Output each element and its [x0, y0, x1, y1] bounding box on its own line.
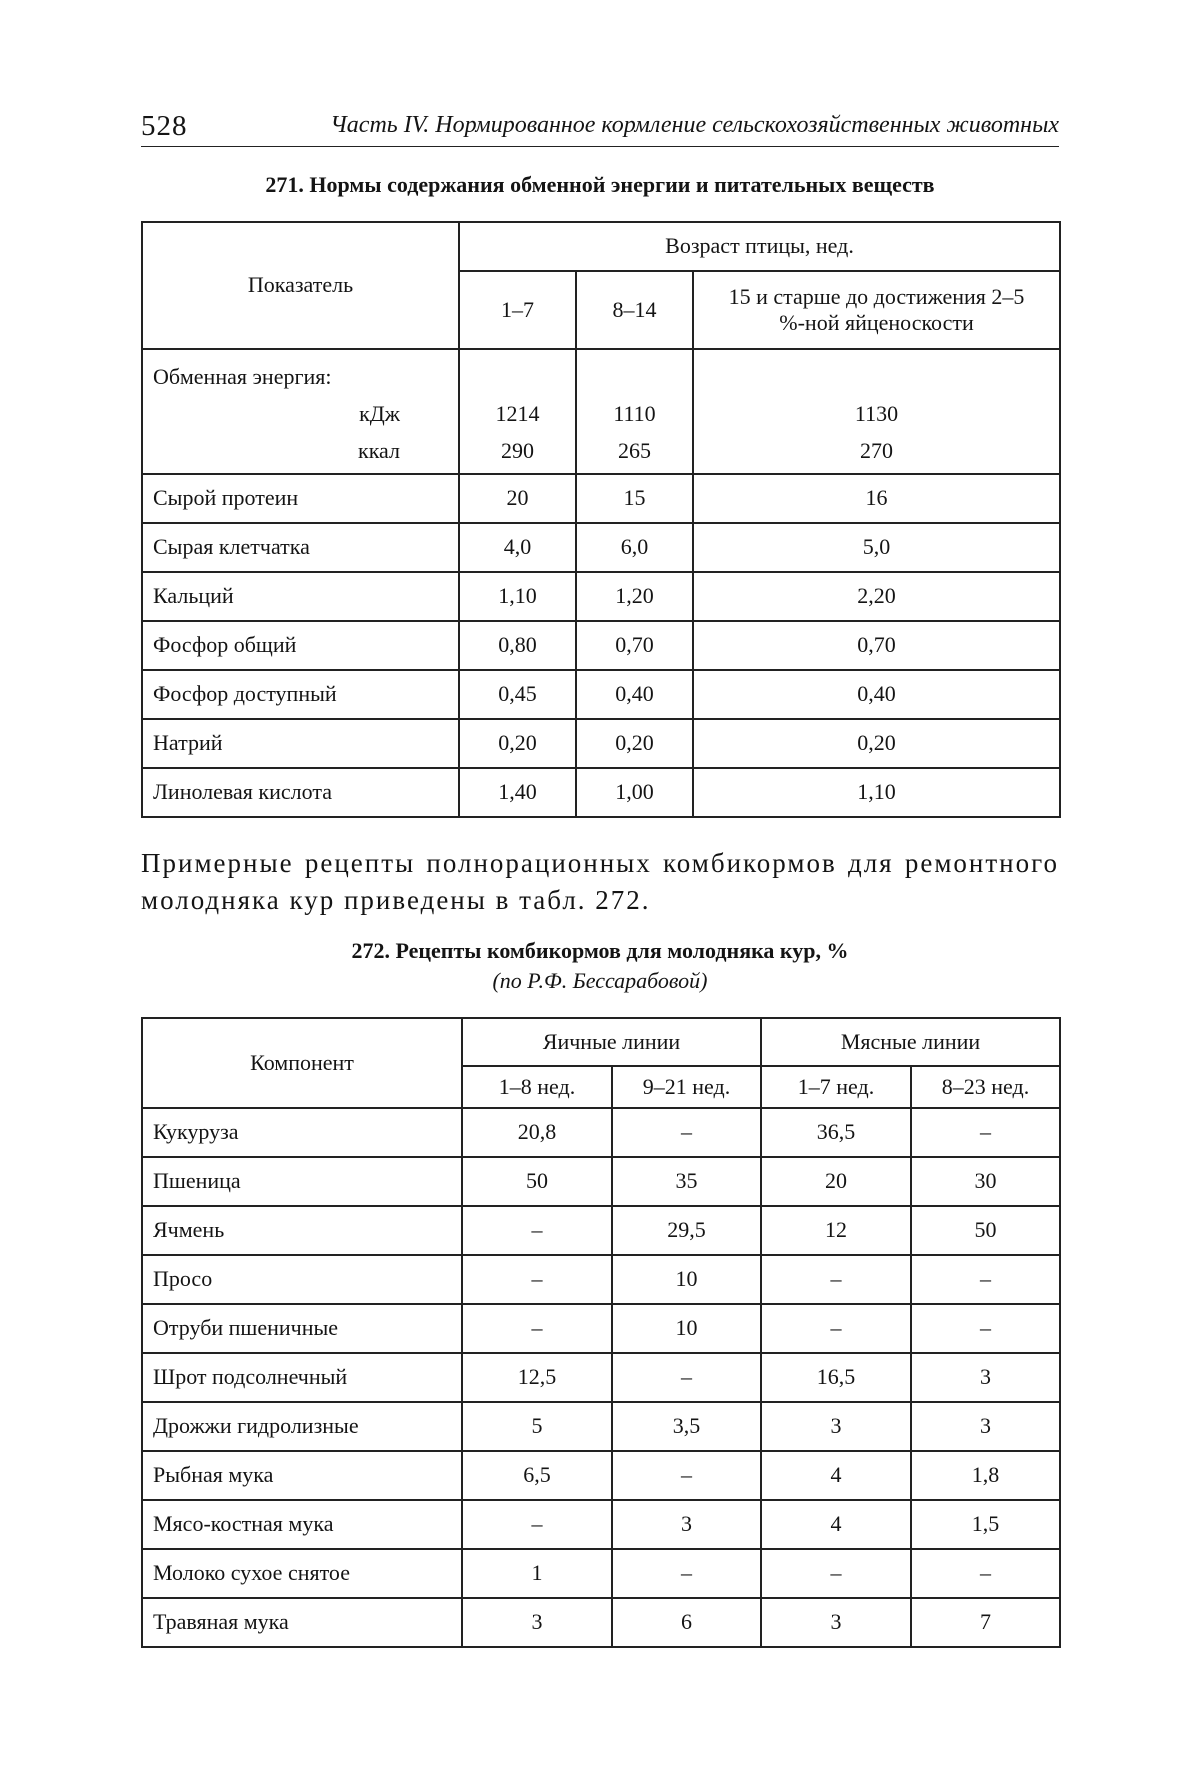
- table-cell: 1,8: [911, 1451, 1060, 1500]
- table-cell: 0,45: [459, 670, 576, 719]
- table-cell: –: [612, 1451, 761, 1500]
- table-cell: 35: [612, 1157, 761, 1206]
- body-paragraph: Примерные рецепты полнорационных комбикормов для ремонтного молодняка кур приведены в табл. 272.: [141, 848, 1059, 915]
- table-cell: –: [462, 1304, 612, 1353]
- table-row: [142, 719, 1060, 768]
- table-cell: 6,0: [576, 523, 693, 572]
- table-cell: 1,20: [576, 572, 693, 621]
- column-header: 8–23 нед.: [911, 1066, 1060, 1108]
- table-cell: 16,5: [761, 1353, 911, 1402]
- row-label: Мясо-костная мука: [142, 1500, 462, 1549]
- table-cell: –: [761, 1549, 911, 1598]
- table-cell: 1,00: [576, 768, 693, 817]
- table-row: [142, 1304, 1060, 1353]
- table-row: [142, 523, 1060, 572]
- table-cell: 12: [761, 1206, 911, 1255]
- table-row: [142, 1353, 1060, 1402]
- indicator-header: Показатель: [142, 222, 459, 349]
- table-cell: 20,8: [462, 1108, 612, 1157]
- row-label: Дрожжи гидролизные: [142, 1402, 462, 1451]
- row-label: Шрот подсолнечный: [142, 1353, 462, 1402]
- table-cell: 3: [761, 1402, 911, 1451]
- table-cell: 3: [462, 1598, 612, 1647]
- row-label: Фосфор общий: [142, 621, 459, 670]
- table-cell: [576, 349, 693, 474]
- table-cell: 1,40: [459, 768, 576, 817]
- table-cell: 20: [761, 1157, 911, 1206]
- table-row: [142, 349, 1060, 474]
- energy-value: 1130: [854, 401, 899, 426]
- row-label: [142, 349, 459, 474]
- table-cell: –: [612, 1353, 761, 1402]
- column-header: 1–8 нед.: [462, 1066, 612, 1108]
- table-row: [142, 1157, 1060, 1206]
- table-cell: 50: [911, 1206, 1060, 1255]
- table-271: [141, 221, 1061, 818]
- page-number: 528: [141, 110, 188, 142]
- table-cell: 0,40: [693, 670, 1060, 719]
- table-cell: 3: [761, 1598, 911, 1647]
- table-271-caption: 271. Нормы содержания обменной энергии и питательных веществ: [265, 172, 935, 197]
- table-cell: 6,5: [462, 1451, 612, 1500]
- table-cell: 20: [459, 474, 576, 523]
- energy-value: 265: [618, 438, 651, 463]
- table-cell: 7: [911, 1598, 1060, 1647]
- table-cell: 1,10: [693, 768, 1060, 817]
- table-cell: 5,0: [693, 523, 1060, 572]
- column-header: 8–14: [576, 271, 693, 349]
- table-cell: 1,5: [911, 1500, 1060, 1549]
- energy-unit: кДж: [359, 401, 400, 426]
- table-cell: 3,5: [612, 1402, 761, 1451]
- table-cell: –: [462, 1206, 612, 1255]
- row-label: Ячмень: [142, 1206, 462, 1255]
- row-label: Пшеница: [142, 1157, 462, 1206]
- table-cell: –: [612, 1108, 761, 1157]
- group-header-egg: Яичные линии: [462, 1018, 761, 1066]
- table-row: [142, 1108, 1060, 1157]
- row-label: Отруби пшеничные: [142, 1304, 462, 1353]
- table-cell: 3: [612, 1500, 761, 1549]
- energy-label: Обменная энергия:: [153, 364, 332, 389]
- table-row: [142, 1451, 1060, 1500]
- row-label: Травяная мука: [142, 1598, 462, 1647]
- table-cell: 12,5: [462, 1353, 612, 1402]
- table-cell: 0,20: [693, 719, 1060, 768]
- table-cell: 4,0: [459, 523, 576, 572]
- table-cell: 2,20: [693, 572, 1060, 621]
- table-cell: –: [911, 1304, 1060, 1353]
- energy-unit: ккал: [358, 438, 400, 463]
- energy-value: 1110: [613, 401, 656, 426]
- row-label: Натрий: [142, 719, 459, 768]
- table-cell: 0,40: [576, 670, 693, 719]
- table-cell: –: [761, 1255, 911, 1304]
- column-header: 1–7 нед.: [761, 1066, 911, 1108]
- table-row: [142, 1255, 1060, 1304]
- table-row: [142, 1549, 1060, 1598]
- row-label: Фосфор доступный: [142, 670, 459, 719]
- table-cell: 10: [612, 1304, 761, 1353]
- table-cell: 0,70: [576, 621, 693, 670]
- table-cell: 6: [612, 1598, 761, 1647]
- table-row: [142, 572, 1060, 621]
- table-row: [142, 474, 1060, 523]
- table-cell: 3: [911, 1402, 1060, 1451]
- table-cell: 50: [462, 1157, 612, 1206]
- table-cell: –: [462, 1255, 612, 1304]
- table-cell: –: [911, 1549, 1060, 1598]
- running-title: Часть IV. Нормированное кормление сельскохозяйственных животных: [330, 112, 1059, 138]
- row-label: Кукуруза: [142, 1108, 462, 1157]
- table-cell: –: [911, 1108, 1060, 1157]
- energy-value: 270: [860, 438, 894, 463]
- component-header: Компонент: [142, 1018, 462, 1108]
- running-head: [141, 104, 1059, 147]
- table-cell: 4: [761, 1500, 911, 1549]
- table-cell: [693, 349, 1060, 474]
- table-cell: –: [911, 1255, 1060, 1304]
- table-272: [141, 1017, 1061, 1648]
- row-label: Линолевая кислота: [142, 768, 459, 817]
- row-label: Сырой протеин: [142, 474, 459, 523]
- row-label: Рыбная мука: [142, 1451, 462, 1500]
- table-cell: 1,10: [459, 572, 576, 621]
- table-row: [142, 1402, 1060, 1451]
- table-row: [142, 768, 1060, 817]
- energy-value: 1214: [495, 401, 540, 426]
- table-cell: 30: [911, 1157, 1060, 1206]
- table-cell: [459, 349, 576, 474]
- table-row: [142, 1598, 1060, 1647]
- group-header-meat: Мясные линии: [761, 1018, 1060, 1066]
- table-272-caption: 272. Рецепты комбикормов для молодняка кур, %: [351, 938, 849, 963]
- table-cell: –: [462, 1500, 612, 1549]
- table-cell: 10: [612, 1255, 761, 1304]
- column-header: 15 и старше до достижения 2–5 %-ной яйценоскости: [693, 271, 1060, 349]
- age-group-header: Возраст птицы, нед.: [459, 222, 1060, 271]
- table-row: [142, 1206, 1060, 1255]
- table-row: [142, 1500, 1060, 1549]
- table-cell: 1: [462, 1549, 612, 1598]
- table-cell: –: [612, 1549, 761, 1598]
- table-cell: 0,20: [576, 719, 693, 768]
- energy-value: 290: [501, 438, 534, 463]
- table-cell: 3: [911, 1353, 1060, 1402]
- row-label: Просо: [142, 1255, 462, 1304]
- table-cell: 29,5: [612, 1206, 761, 1255]
- table-cell: –: [761, 1304, 911, 1353]
- row-label: Кальций: [142, 572, 459, 621]
- table-cell: 0,80: [459, 621, 576, 670]
- column-header: 9–21 нед.: [612, 1066, 761, 1108]
- table-cell: 4: [761, 1451, 911, 1500]
- table-cell: 16: [693, 474, 1060, 523]
- row-label: Сырая клетчатка: [142, 523, 459, 572]
- column-header: 1–7: [459, 271, 576, 349]
- table-cell: 0,70: [693, 621, 1060, 670]
- table-cell: 0,20: [459, 719, 576, 768]
- table-272-source: (по Р.Ф. Бессарабовой): [492, 968, 708, 993]
- row-label: Молоко сухое снятое: [142, 1549, 462, 1598]
- table-row: [142, 621, 1060, 670]
- table-row: [142, 670, 1060, 719]
- table-cell: 5: [462, 1402, 612, 1451]
- table-cell: 15: [576, 474, 693, 523]
- table-cell: 36,5: [761, 1108, 911, 1157]
